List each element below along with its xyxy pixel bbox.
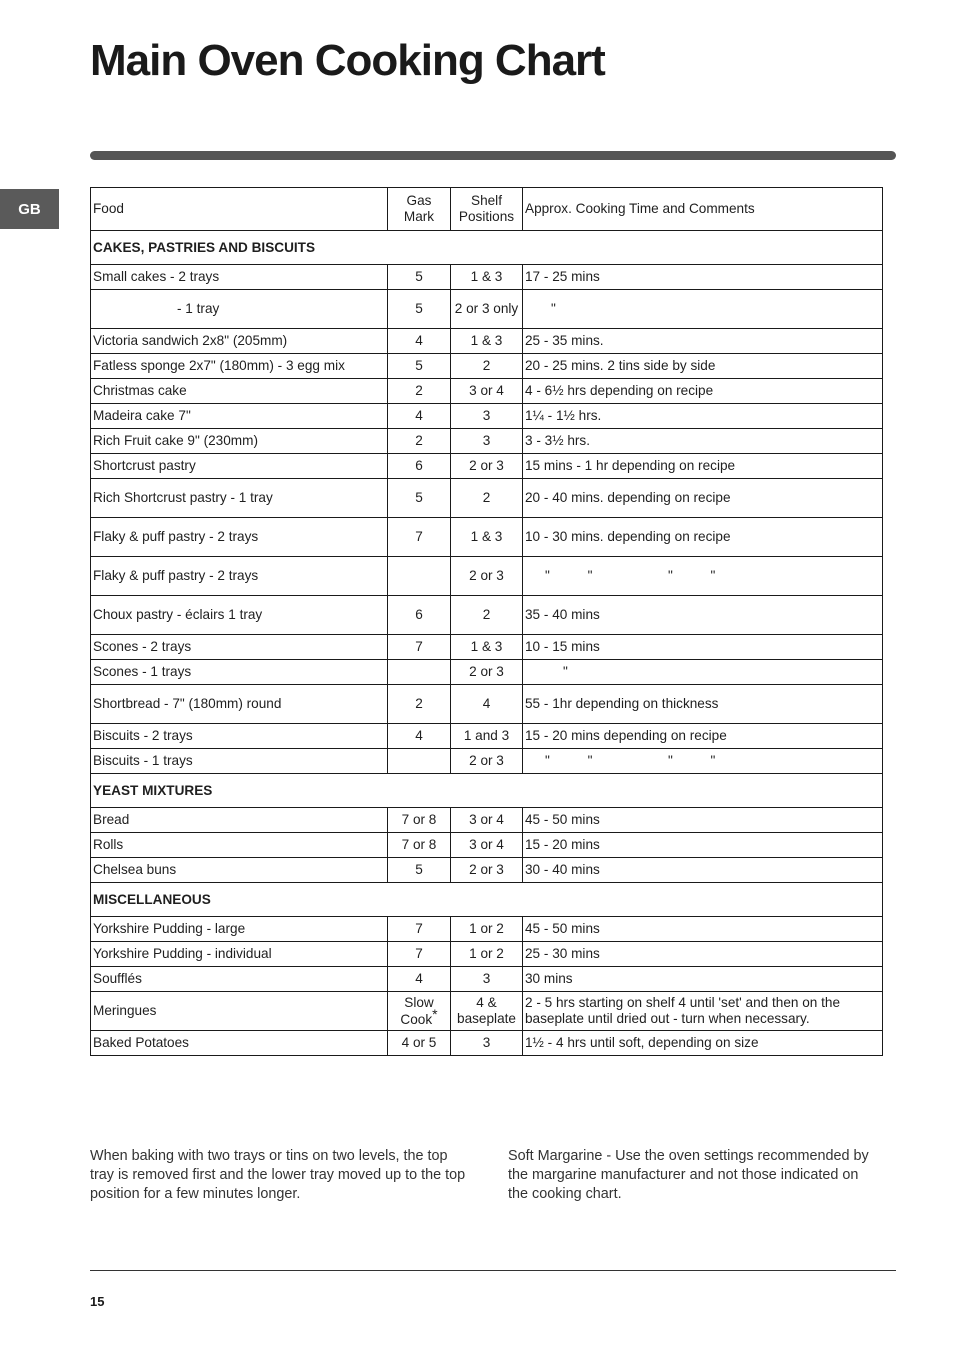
section-row	[91, 231, 883, 265]
shelf-cell: 1 & 3	[451, 265, 523, 290]
comment-cell: " " " "	[523, 557, 883, 596]
shelf-cell: 2 or 3	[451, 749, 523, 774]
table-row	[91, 917, 883, 942]
header-shelf-positions: Shelf Positions	[451, 188, 523, 231]
shelf-cell: 3 or 4	[451, 808, 523, 833]
gas-cell: 6	[388, 596, 451, 635]
shelf-cell: 2	[451, 596, 523, 635]
header-rule	[90, 151, 896, 160]
food-cell: Chelsea buns	[91, 858, 388, 883]
language-tab: GB	[0, 189, 59, 229]
table-row	[91, 808, 883, 833]
comment-cell: 3 - 3½ hrs.	[523, 429, 883, 454]
food-cell: Bread	[91, 808, 388, 833]
comment-cell: 30 - 40 mins	[523, 858, 883, 883]
shelf-cell: 3 or 4	[451, 379, 523, 404]
shelf-cell: 1 or 2	[451, 942, 523, 967]
comment-cell: 45 - 50 mins	[523, 917, 883, 942]
comment-cell: 2 - 5 hrs starting on shelf 4 until 'set' and then on the baseplate until dried out - turn when necessary.	[523, 992, 883, 1031]
table-row	[91, 660, 883, 685]
comment-cell: 10 - 15 mins	[523, 635, 883, 660]
shelf-cell: 2	[451, 479, 523, 518]
comment-cell: "	[523, 290, 883, 329]
note-soft-margarine: Soft Margarine - Use the oven settings recommended by the margarine manufacturer and not those indicated on the cooking chart.	[508, 1148, 869, 1202]
table-row	[91, 833, 883, 858]
comment-cell: 25 - 35 mins.	[523, 329, 883, 354]
shelf-cell: 3	[451, 404, 523, 429]
food-cell: Choux pastry - éclairs 1 tray	[91, 596, 388, 635]
shelf-cell: 2	[451, 354, 523, 379]
header-food: Food	[91, 188, 388, 231]
table-row	[91, 967, 883, 992]
food-cell: Christmas cake	[91, 379, 388, 404]
table-row	[91, 379, 883, 404]
table-row	[91, 749, 883, 774]
food-cell: Flaky & puff pastry - 2 trays	[91, 518, 388, 557]
comment-cell: " " " "	[523, 749, 883, 774]
comment-cell: 17 - 25 mins	[523, 265, 883, 290]
table-row	[91, 454, 883, 479]
gas-cell	[388, 749, 451, 774]
food-cell: Shortbread - 7" (180mm) round	[91, 685, 388, 724]
gas-cell: 4	[388, 724, 451, 749]
table-row	[91, 635, 883, 660]
gas-cell	[388, 660, 451, 685]
note-two-trays: When baking with two trays or tins on two levels, the top tray is removed first and the lower tray moved up to the top position for a few minutes longer.	[90, 1148, 466, 1202]
gas-cell: 7	[388, 635, 451, 660]
food-cell: Shortcrust pastry	[91, 454, 388, 479]
shelf-cell: 2 or 3	[451, 557, 523, 596]
gas-cell: 2	[388, 379, 451, 404]
comment-cell: 15 mins - 1 hr depending on recipe	[523, 454, 883, 479]
table-row	[91, 685, 883, 724]
gas-cell: 4 or 5	[388, 1031, 451, 1056]
gas-cell: 5	[388, 265, 451, 290]
table-row	[91, 265, 883, 290]
comment-cell: 55 - 1hr depending on thickness	[523, 685, 883, 724]
gas-cell: 7	[388, 917, 451, 942]
table-row	[91, 1031, 883, 1056]
cooking-chart-table	[90, 187, 883, 1056]
shelf-cell: 1 & 3	[451, 329, 523, 354]
gas-cell: 7	[388, 518, 451, 557]
food-cell: Scones - 1 trays	[91, 660, 388, 685]
shelf-cell: 4	[451, 685, 523, 724]
table-row	[91, 329, 883, 354]
comment-cell: 45 - 50 mins	[523, 808, 883, 833]
comment-cell: "	[523, 660, 883, 685]
table-row	[91, 596, 883, 635]
comment-cell: 4 - 6½ hrs depending on recipe	[523, 379, 883, 404]
shelf-cell: 1 or 2	[451, 917, 523, 942]
section-misc: MISCELLANEOUS	[91, 883, 883, 917]
comment-cell: 20 - 25 mins. 2 tins side by side	[523, 354, 883, 379]
shelf-cell: 3	[451, 967, 523, 992]
food-cell: Meringues	[91, 992, 388, 1031]
header-comments: Approx. Cooking Time and Comments	[523, 188, 883, 231]
gas-cell: 5	[388, 290, 451, 329]
food-cell: Biscuits - 2 trays	[91, 724, 388, 749]
gas-cell	[388, 992, 451, 1031]
shelf-cell: 2 or 3	[451, 858, 523, 883]
comment-cell: 15 - 20 mins depending on recipe	[523, 724, 883, 749]
shelf-cell: 2 or 3	[451, 454, 523, 479]
food-cell: Small cakes - 2 trays	[91, 265, 388, 290]
comment-cell: 30 mins	[523, 967, 883, 992]
food-cell: Baked Potatoes	[91, 1031, 388, 1056]
comment-cell: 1¼ - 1½ hrs.	[523, 404, 883, 429]
section-row	[91, 883, 883, 917]
gas-cell: 4	[388, 404, 451, 429]
food-cell: Biscuits - 1 trays	[91, 749, 388, 774]
food-cell: Rich Fruit cake 9" (230mm)	[91, 429, 388, 454]
food-cell: Yorkshire Pudding - large	[91, 917, 388, 942]
shelf-cell: 3	[451, 429, 523, 454]
shelf-cell: 4 & baseplate	[451, 992, 523, 1031]
table-row	[91, 724, 883, 749]
shelf-cell: 1 and 3	[451, 724, 523, 749]
comment-cell: 20 - 40 mins. depending on recipe	[523, 479, 883, 518]
gas-cell: 4	[388, 329, 451, 354]
food-cell: Rolls	[91, 833, 388, 858]
table-row	[91, 354, 883, 379]
food-cell: Yorkshire Pudding - individual	[91, 942, 388, 967]
table-row	[91, 557, 883, 596]
shelf-cell: 1 & 3	[451, 635, 523, 660]
gas-cell	[388, 557, 451, 596]
gas-cell: 7 or 8	[388, 808, 451, 833]
food-cell: Fatless sponge 2x7" (180mm) - 3 egg mix	[91, 354, 388, 379]
food-cell: Rich Shortcrust pastry - 1 tray	[91, 479, 388, 518]
shelf-cell: 1 & 3	[451, 518, 523, 557]
gas-cell: 6	[388, 454, 451, 479]
food-cell: Madeira cake 7"	[91, 404, 388, 429]
comment-cell: 1½ - 4 hrs until soft, depending on size	[523, 1031, 883, 1056]
food-cell: Flaky & puff pastry - 2 trays	[91, 557, 388, 596]
food-cell: Scones - 2 trays	[91, 635, 388, 660]
gas-cell: 5	[388, 354, 451, 379]
gas-value: Slow Cook	[400, 994, 434, 1027]
table-row	[91, 429, 883, 454]
gas-cell: 5	[388, 479, 451, 518]
table-row	[91, 479, 883, 518]
food-cell: Victoria sandwich 2x8" (205mm)	[91, 329, 388, 354]
comment-cell: 10 - 30 mins. depending on recipe	[523, 518, 883, 557]
gas-cell: 4	[388, 967, 451, 992]
gas-cell: 5	[388, 858, 451, 883]
page-title: Main Oven Cooking Chart	[90, 36, 605, 85]
table-row	[91, 858, 883, 883]
section-cakes: CAKES, PASTRIES AND BISCUITS	[91, 231, 883, 265]
shelf-cell: 2 or 3 only	[451, 290, 523, 329]
comment-cell: 15 - 20 mins	[523, 833, 883, 858]
table-row	[91, 290, 883, 329]
section-row	[91, 774, 883, 808]
table-row	[91, 992, 883, 1031]
food-cell: - 1 tray	[91, 290, 388, 329]
gas-cell: 2	[388, 685, 451, 724]
table-row	[91, 404, 883, 429]
shelf-cell: 3 or 4	[451, 833, 523, 858]
page-number: 15	[90, 1294, 105, 1309]
footer-rule	[90, 1270, 896, 1271]
shelf-cell: 2 or 3	[451, 660, 523, 685]
comment-cell: 35 - 40 mins	[523, 596, 883, 635]
header-gas-mark: Gas Mark	[388, 188, 451, 231]
gas-cell: 2	[388, 429, 451, 454]
table-row	[91, 518, 883, 557]
food-cell: Soufflés	[91, 967, 388, 992]
gas-cell: 7 or 8	[388, 833, 451, 858]
shelf-cell: 3	[451, 1031, 523, 1056]
footnote-star: *	[432, 1005, 438, 1022]
comment-cell: 25 - 30 mins	[523, 942, 883, 967]
table-row	[91, 942, 883, 967]
section-yeast: YEAST MIXTURES	[91, 774, 883, 808]
gas-cell: 7	[388, 942, 451, 967]
table-header-row	[91, 188, 883, 231]
